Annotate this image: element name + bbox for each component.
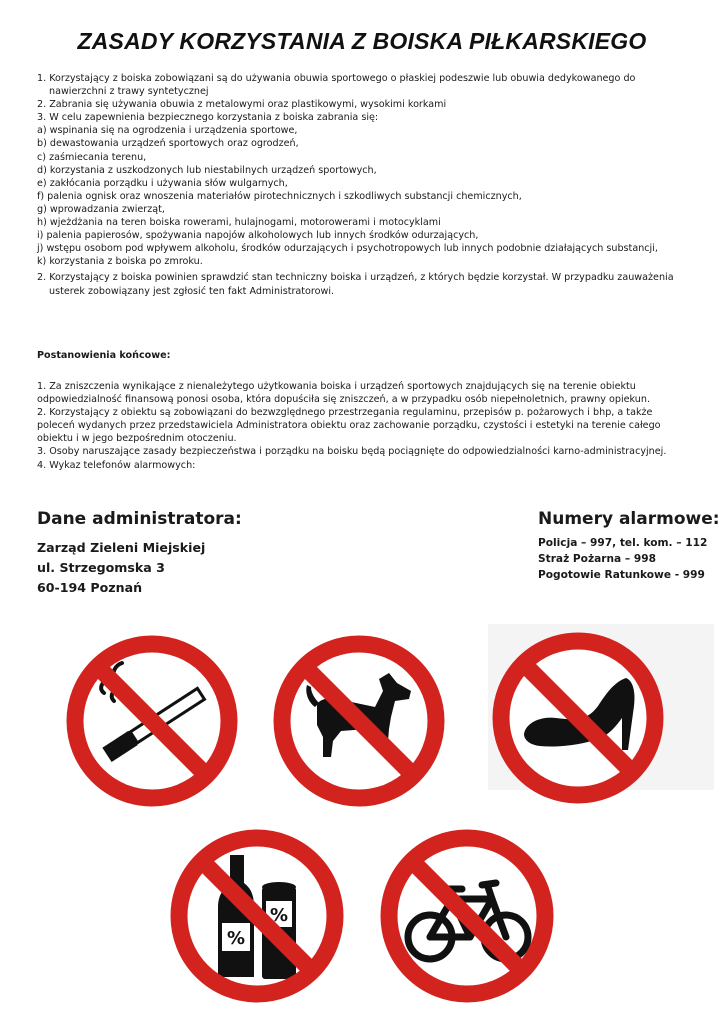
final-provisions [37, 380, 693, 472]
administrator-name: Zarząd Zieleni Miejskiej [37, 540, 206, 555]
final-provision-2: 2. Korzystający z obiektu są zobowiązani do bezwzględnego przestrzegania regulaminu, przepisów p. pożarowych i bhp, a także poleceń wydanych przez przedstawiciela Administratora obiektu oraz zachowanie porządku, czystości i estetyki na terenie całego obiektu i w jego bezpośrednim otoczeniu. [37, 407, 661, 445]
no-bicycles-icon [378, 827, 556, 1005]
alarm-numbers [538, 535, 707, 583]
no-high-heels-sign [490, 630, 666, 806]
final-provisions-heading: Postanowienia końcowe: [37, 350, 171, 361]
rule-item: c) zaśmiecania terenu, [37, 151, 147, 163]
no-smoking-sign [64, 633, 240, 809]
drink-percent-label: % [269, 905, 289, 926]
final-provision-3: 3. Osoby naruszające zasady bezpieczeństwa i porządku na boisku będą pociągnięte do odpowiedzialności karno-administracyjnej. [37, 446, 667, 458]
rule-2: 2. Zabrania się używania obuwia z metalowymi oraz plastikowymi, wysokimi korkami [37, 99, 447, 111]
rule-1-continued: nawierzchni z trawy syntetycznej [49, 86, 209, 98]
administrator-street: ul. Strzegomska 3 [37, 560, 165, 575]
administrator-heading: Dane administratora: [37, 509, 242, 529]
final-provision-4: 4. Wykaz telefonów alarmowych: [37, 459, 196, 471]
rule-item: i) palenia papierosów, spożywania napojów alkoholowych lub innych środków odurzających, [37, 230, 479, 242]
page-title: ZASADY KORZYSTANIA Z BOISKA PIŁKARSKIEGO [77, 28, 647, 54]
rule-item: e) zakłócania porządku i używania słów wulgarnych, [37, 177, 288, 189]
rule-item: b) dewastowania urządzeń sportowych oraz ogrodzeń, [37, 138, 299, 150]
alarm-numbers-heading: Numery alarmowe: [538, 509, 720, 529]
rule-item: d) korzystania z uszkodzonych lub niestabilnych urządzeń sportowych, [37, 164, 377, 176]
rule-1: 1. Korzystający z boiska zobowiązani są do używania obuwia sportowego o płaskiej podeszwie lub obuwia dedykowanego do [37, 73, 636, 84]
no-bicycles-sign [378, 827, 556, 1005]
rules-list [37, 72, 687, 298]
no-smoking-icon [64, 633, 240, 809]
no-dogs-icon [271, 633, 447, 809]
no-high-heels-icon [490, 630, 666, 806]
rule-item: a) wspinania się na ogrodzenia i urządzenia sportowe, [37, 125, 298, 137]
alarm-police: Policja – 997, tel. kom. – 112 [538, 537, 708, 549]
rule-item: k) korzystania z boiska po zmroku. [37, 256, 203, 268]
rule-3: 3. W celu zapewnienia bezpiecznego korzystania z boiska zabrania się: [37, 112, 379, 124]
alarm-ambulance: Pogotowie Ratunkowe - 999 [538, 569, 705, 581]
administrator-details [37, 538, 205, 598]
rule-check-condition: 2. Korzystający z boiska powinien sprawdzić stan techniczny boiska i urządzeń, z których będzie korzystał. W przypadku zauważenia [37, 272, 674, 284]
alcohol-percent-label: % [226, 928, 246, 949]
rule-item: f) palenia ognisk oraz wnoszenia materiałów pirotechnicznych i szkodliwych substancji chemicznych, [37, 190, 522, 202]
rule-check-condition-continued: usterek zobowiązany jest zgłosić ten fakt Administratorowi. [49, 285, 335, 297]
administrator-city: 60-194 Poznań [37, 580, 143, 595]
no-dogs-sign [271, 633, 447, 809]
no-alcohol-sign [168, 827, 346, 1005]
no-alcohol-icon [168, 827, 346, 1005]
rule-item: h) wjeżdżania na teren boiska rowerami, hulajnogami, motorowerami i motocyklami [37, 217, 441, 229]
rule-item: j) wstępu osobom pod wpływem alkoholu, środków odurzających i psychotropowych lub innych podobnie działających substancji, [37, 243, 658, 255]
final-provision-1: 1. Za zniszczenia wynikające z nienależytego użytkowania boiska i urządzeń sportowych znajdujących się na terenie obiektu odpowiedzialność finansową ponosi osoba, która dopuściła się zniszczeń, a w przypadku osób niepełnoletnich, prawny opiekun. [37, 381, 651, 406]
rule-item: g) wprowadzania zwierząt, [37, 203, 165, 215]
alarm-fire: Straż Pożarna – 998 [538, 553, 656, 565]
